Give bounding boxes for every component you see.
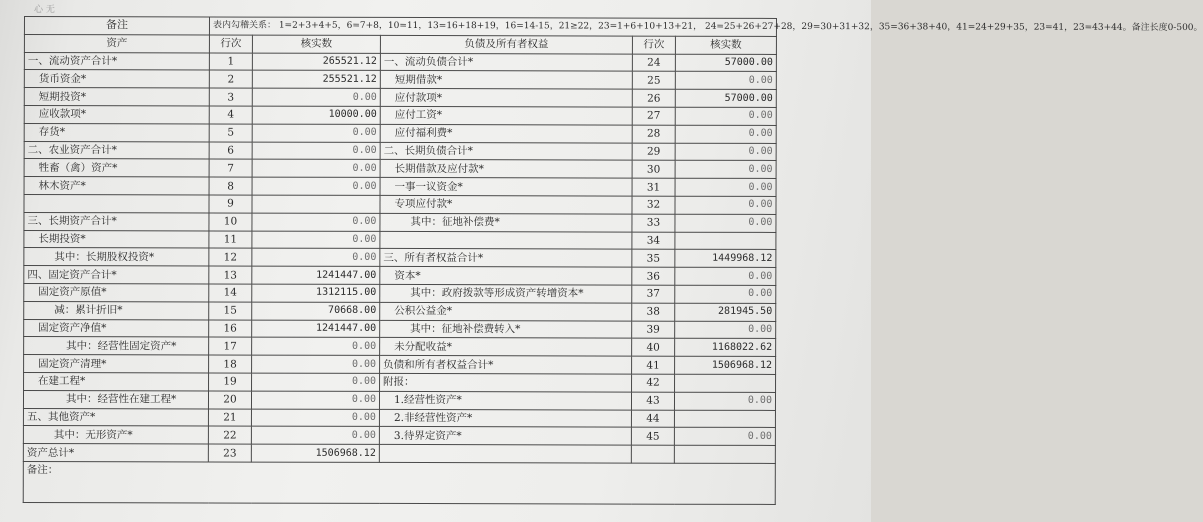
asset-amount-cell: 0.00 bbox=[251, 391, 379, 409]
asset-amount-cell: 1506968.12 bbox=[251, 444, 379, 462]
asset-row-no-cell: 11 bbox=[209, 231, 252, 249]
asset-row-no-cell: 23 bbox=[208, 444, 251, 462]
liability-label-cell: 一、流动负债合计* bbox=[380, 53, 632, 71]
liability-label-cell: 一事一议资金* bbox=[380, 178, 632, 196]
asset-label-cell: 牲畜（禽）资产* bbox=[24, 159, 209, 177]
asset-amount-cell: 1312115.00 bbox=[252, 284, 380, 302]
liability-amount-cell: 281945.50 bbox=[675, 303, 776, 321]
header-row-no-2: 行次 bbox=[632, 36, 675, 54]
asset-row-no-cell: 4 bbox=[209, 106, 252, 124]
notes-label: 备注： bbox=[23, 461, 775, 504]
liability-label-cell: 2.非经营性资产* bbox=[379, 409, 631, 427]
asset-label-cell: 货币资金* bbox=[24, 70, 209, 88]
liability-amount-cell: 1449968.12 bbox=[675, 250, 776, 268]
liability-amount-cell bbox=[674, 445, 775, 463]
asset-row-no-cell: 14 bbox=[209, 284, 252, 302]
asset-amount-cell: 255521.12 bbox=[252, 70, 380, 88]
asset-label-cell: 资产总计* bbox=[23, 444, 208, 462]
liability-label-cell: 其中：政府拨款等形成资产转增资本* bbox=[380, 284, 632, 302]
table-row bbox=[24, 70, 776, 90]
liability-amount-cell: 0.00 bbox=[675, 285, 776, 303]
table-row bbox=[24, 319, 776, 339]
remark-label: 备注 bbox=[24, 17, 209, 35]
asset-row-no-cell: 9 bbox=[209, 195, 252, 213]
table-row bbox=[24, 230, 776, 250]
liability-label-cell: 其中：征地补偿费转入* bbox=[380, 320, 632, 338]
liability-amount-cell: 0.00 bbox=[674, 392, 775, 410]
liability-row-no-cell: 26 bbox=[632, 89, 675, 107]
header-assets: 资产 bbox=[24, 34, 209, 52]
liability-label-cell: 短期借款* bbox=[380, 71, 632, 89]
table-row bbox=[24, 88, 776, 108]
liability-amount-cell: 0.00 bbox=[675, 178, 776, 196]
asset-amount-cell: 0.00 bbox=[252, 142, 380, 160]
liability-label-cell: 专项应付款* bbox=[380, 195, 632, 213]
remark-row bbox=[24, 17, 776, 37]
liability-label-cell: 应付款项* bbox=[380, 89, 632, 107]
table-row bbox=[24, 194, 776, 214]
notes-row bbox=[23, 461, 775, 504]
liability-label-cell bbox=[379, 445, 631, 463]
asset-row-no-cell: 1 bbox=[209, 53, 252, 71]
liability-row-no-cell: 30 bbox=[632, 160, 675, 178]
asset-row-no-cell: 5 bbox=[209, 124, 252, 142]
asset-label-cell: 其中：长期股权投资* bbox=[24, 248, 209, 266]
asset-amount-cell: 0.00 bbox=[252, 248, 380, 266]
liability-label-cell: 资本* bbox=[380, 267, 632, 285]
liability-label-cell bbox=[380, 231, 632, 249]
liability-row-no-cell: 34 bbox=[632, 232, 675, 250]
table-row bbox=[24, 283, 776, 303]
top-note: 心 无 bbox=[34, 5, 55, 15]
liability-row-no-cell: 36 bbox=[632, 267, 675, 285]
liability-label-cell: 应付工资* bbox=[380, 106, 632, 124]
liability-amount-cell: 0.00 bbox=[675, 143, 776, 161]
asset-row-no-cell: 6 bbox=[209, 142, 252, 160]
asset-row-no-cell: 16 bbox=[209, 320, 252, 338]
asset-label-cell: 固定资产原值* bbox=[24, 283, 209, 301]
asset-row-no-cell: 17 bbox=[209, 337, 252, 355]
liability-amount-cell: 57000.00 bbox=[675, 54, 776, 72]
table-row bbox=[24, 248, 776, 268]
table-row bbox=[23, 426, 775, 446]
liability-amount-cell bbox=[675, 232, 776, 250]
asset-amount-cell: 0.00 bbox=[252, 355, 380, 373]
asset-row-no-cell: 12 bbox=[209, 248, 252, 266]
header-row-no: 行次 bbox=[209, 35, 252, 53]
asset-row-no-cell: 19 bbox=[209, 373, 252, 391]
liability-row-no-cell: 29 bbox=[632, 143, 675, 161]
asset-row-no-cell: 2 bbox=[209, 70, 252, 88]
liability-row-no-cell: 37 bbox=[632, 285, 675, 303]
header-liabilities: 负债及所有者权益 bbox=[380, 35, 632, 53]
asset-label-cell: 固定资产净值* bbox=[24, 319, 209, 337]
liability-row-no-cell: 27 bbox=[632, 107, 675, 125]
table-row bbox=[24, 141, 776, 161]
asset-label-cell: 存货* bbox=[24, 123, 209, 141]
liability-label-cell: 3.待界定资产* bbox=[379, 427, 631, 445]
asset-amount-cell: 0.00 bbox=[252, 213, 380, 231]
asset-amount-cell: 0.00 bbox=[251, 426, 379, 444]
liability-row-no-cell: 25 bbox=[632, 71, 675, 89]
liability-row-no-cell: 31 bbox=[632, 178, 675, 196]
table-row bbox=[24, 337, 776, 357]
header-row bbox=[24, 34, 776, 54]
liability-amount-cell: 0.00 bbox=[675, 72, 776, 90]
asset-label-cell bbox=[24, 194, 209, 212]
table-row bbox=[24, 123, 776, 143]
asset-amount-cell: 0.00 bbox=[252, 124, 380, 142]
liability-amount-cell: 0.00 bbox=[675, 214, 776, 232]
liability-label-cell: 1.经营性资产* bbox=[379, 391, 631, 409]
asset-label-cell: 四、固定资产合计* bbox=[24, 266, 209, 284]
asset-amount-cell: 0.00 bbox=[251, 409, 379, 427]
asset-row-no-cell: 10 bbox=[209, 213, 252, 231]
asset-label-cell: 一、流动资产合计* bbox=[24, 52, 209, 70]
liability-label-cell: 未分配收益* bbox=[380, 338, 632, 356]
asset-label-cell: 其中：经营性在建工程* bbox=[23, 390, 208, 408]
liability-row-no-cell: 33 bbox=[632, 214, 675, 232]
table-row bbox=[24, 301, 776, 321]
asset-amount-cell: 0.00 bbox=[252, 88, 380, 106]
table-row bbox=[24, 372, 776, 392]
asset-amount-cell: 265521.12 bbox=[252, 53, 380, 71]
liability-row-no-cell: 38 bbox=[632, 303, 675, 321]
liability-amount-cell bbox=[675, 374, 776, 392]
remark-text: 表内勾稽关系： 1=2+3+4+5，6=7+8，10=11，13=16+18+19，16=14-15，21≥22，23=1+6+10+13+21， 24=25+26+27+28，29=30+31+32，35=36+38+40，41=24+29+35，23=41，23=43+44。备注长度0-500。 bbox=[209, 17, 776, 36]
asset-amount-cell: 0.00 bbox=[252, 159, 380, 177]
liability-amount-cell: 0.00 bbox=[675, 267, 776, 285]
table-row bbox=[23, 390, 775, 410]
asset-label-cell: 长期投资* bbox=[24, 230, 209, 248]
liability-row-no-cell: 44 bbox=[631, 410, 674, 428]
table-row bbox=[23, 444, 775, 464]
liability-row-no-cell: 39 bbox=[632, 321, 675, 339]
asset-label-cell: 减：累计折旧* bbox=[24, 301, 209, 319]
asset-row-no-cell: 3 bbox=[209, 88, 252, 106]
liability-row-no-cell: 45 bbox=[631, 427, 674, 445]
asset-label-cell: 其中：经营性固定资产* bbox=[24, 337, 209, 355]
asset-amount-cell: 0.00 bbox=[252, 373, 380, 391]
liability-row-no-cell: 28 bbox=[632, 125, 675, 143]
liability-amount-cell: 1506968.12 bbox=[675, 356, 776, 374]
liability-amount-cell: 57000.00 bbox=[675, 89, 776, 107]
liability-label-cell: 长期借款及应付款* bbox=[380, 160, 632, 178]
liability-row-no-cell: 41 bbox=[632, 356, 675, 374]
liability-row-no-cell: 42 bbox=[632, 374, 675, 392]
asset-amount-cell: 1241447.00 bbox=[252, 266, 380, 284]
table-row bbox=[24, 105, 776, 125]
asset-label-cell: 二、农业资产合计* bbox=[24, 141, 209, 159]
liability-label-cell: 其中：征地补偿费* bbox=[380, 213, 632, 231]
table-row bbox=[24, 212, 776, 232]
table-row bbox=[24, 266, 776, 286]
asset-row-no-cell: 7 bbox=[209, 159, 252, 177]
liability-row-no-cell: 35 bbox=[632, 249, 675, 267]
liability-amount-cell: 0.00 bbox=[675, 196, 776, 214]
asset-row-no-cell: 22 bbox=[208, 426, 251, 444]
header-amount: 核实数 bbox=[252, 35, 380, 53]
table-row bbox=[24, 177, 776, 197]
liability-label-cell: 三、所有者权益合计* bbox=[380, 249, 632, 267]
asset-amount-cell: 70668.00 bbox=[252, 302, 380, 320]
asset-row-no-cell: 18 bbox=[209, 355, 252, 373]
liability-label-cell: 负债和所有者权益合计* bbox=[380, 356, 632, 374]
asset-row-no-cell: 21 bbox=[208, 409, 251, 427]
liability-label-cell: 附报： bbox=[380, 373, 632, 391]
asset-amount-cell: 0.00 bbox=[252, 177, 380, 195]
asset-label-cell: 五、其他资产* bbox=[23, 408, 208, 426]
table-row bbox=[24, 52, 776, 72]
asset-amount-cell: 0.00 bbox=[252, 231, 380, 249]
liability-label-cell: 公积公益金* bbox=[380, 302, 632, 320]
liability-amount-cell: 0.00 bbox=[675, 161, 776, 179]
liability-amount-cell: 0.00 bbox=[675, 125, 776, 143]
liability-label-cell: 应付福利费* bbox=[380, 124, 632, 142]
liability-row-no-cell: 24 bbox=[632, 54, 675, 72]
asset-label-cell: 其中：无形资产* bbox=[23, 426, 208, 444]
liability-row-no-cell: 32 bbox=[632, 196, 675, 214]
asset-amount-cell bbox=[252, 195, 380, 213]
liability-label-cell: 二、长期负债合计* bbox=[380, 142, 632, 160]
table-row bbox=[24, 355, 776, 375]
asset-row-no-cell: 20 bbox=[208, 391, 251, 409]
liability-amount-cell: 0.00 bbox=[674, 428, 775, 446]
asset-amount-cell: 0.00 bbox=[252, 337, 380, 355]
asset-row-no-cell: 13 bbox=[209, 266, 252, 284]
liability-amount-cell: 1168022.62 bbox=[675, 339, 776, 357]
table-row bbox=[23, 408, 775, 428]
asset-label-cell: 短期投资* bbox=[24, 88, 209, 106]
liability-row-no-cell: 40 bbox=[632, 338, 675, 356]
asset-row-no-cell: 8 bbox=[209, 177, 252, 195]
balance-sheet-table bbox=[23, 16, 1203, 505]
asset-label-cell: 固定资产清理* bbox=[24, 355, 209, 373]
liability-amount-cell bbox=[674, 410, 775, 428]
asset-amount-cell: 10000.00 bbox=[252, 106, 380, 124]
asset-amount-cell: 1241447.00 bbox=[252, 320, 380, 338]
header-amount-2: 核实数 bbox=[675, 36, 776, 54]
liability-row-no-cell bbox=[631, 445, 674, 463]
asset-label-cell: 应收款项* bbox=[24, 105, 209, 123]
asset-label-cell: 三、长期资产合计* bbox=[24, 212, 209, 230]
asset-label-cell: 林木资产* bbox=[24, 177, 209, 195]
liability-amount-cell: 0.00 bbox=[675, 321, 776, 339]
asset-row-no-cell: 15 bbox=[209, 302, 252, 320]
liability-amount-cell: 0.00 bbox=[675, 107, 776, 125]
liability-row-no-cell: 43 bbox=[631, 392, 674, 410]
table-row bbox=[24, 159, 776, 179]
asset-label-cell: 在建工程* bbox=[24, 372, 209, 390]
